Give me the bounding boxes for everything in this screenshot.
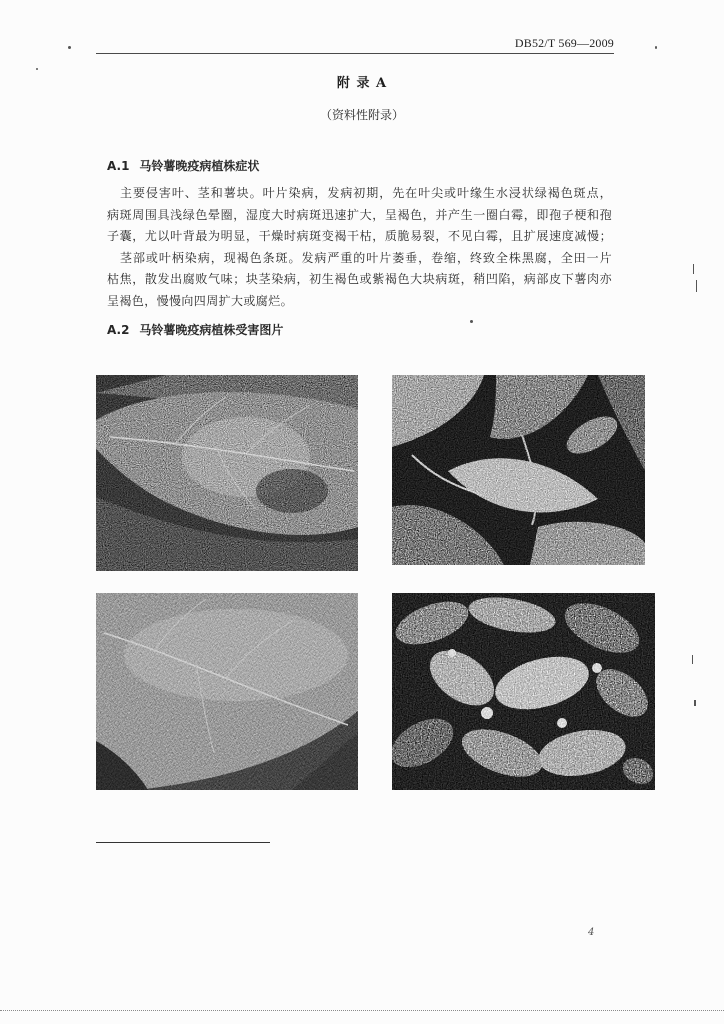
section-number: A.1: [107, 159, 130, 173]
text-line: 呈褐色，慢慢向四周扩大或腐烂。: [107, 293, 294, 308]
annex-subtitle: （资料性附录）: [319, 108, 404, 122]
scan-edge-line: [0, 1010, 724, 1011]
photo-grain: [96, 593, 358, 790]
scan-speck: [696, 280, 697, 292]
annex-title: 附 录 A: [336, 76, 388, 91]
symptom-description: [107, 183, 612, 312]
scan-speck: [68, 46, 71, 49]
section-title: 马铃薯晚疫病植株受害图片: [139, 323, 284, 337]
document-code: DB52/T 569—2009: [514, 36, 614, 50]
scan-speck: [655, 46, 657, 49]
text-line: 枯焦，散发出腐败气味；块茎染病，初生褐色或紫褐色大块病斑，稍凹陷，病部皮下薯肉亦: [107, 272, 612, 286]
scan-speck: [36, 68, 38, 70]
footnote-rule: [96, 842, 270, 843]
scan-speck: [693, 264, 694, 274]
scan-speck: [692, 655, 693, 664]
text-line: 病斑周围具浅绿色晕圈，湿度大时病斑迅速扩大，呈褐色，并产生一圈白霉，即孢子梗和孢: [107, 207, 612, 222]
photo-grain: [392, 375, 645, 565]
photo-infected-plant-2: [392, 375, 645, 565]
header-rule: [96, 53, 614, 54]
photo-infected-leaf-1: [96, 375, 358, 571]
section-title: 马铃薯晚疫病植株症状: [139, 159, 260, 173]
section-heading-a1: [107, 157, 259, 174]
photo-grain: [392, 593, 655, 790]
section-number: A.2: [107, 323, 130, 337]
photo-infected-foliage-4: [392, 593, 655, 790]
photo-infected-leaf-3: [96, 593, 358, 790]
scan-speck: [470, 320, 473, 323]
section-heading-a2: [107, 321, 283, 338]
text-line: 子囊，尤以叶背最为明显，干燥时病斑变褐干枯，质脆易裂，不见白霉，且扩展速度减慢；: [107, 229, 612, 243]
page-number: 4: [588, 927, 595, 938]
text-line: 主要侵害叶、茎和薯块。叶片染病，发病初期，先在叶尖或叶缘生水浸状绿褐色斑点，: [120, 186, 612, 200]
scan-speck: [694, 700, 696, 706]
photo-grain: [96, 375, 358, 571]
text-line: 茎部或叶柄染病，现褐色条斑。发病严重的叶片萎垂，卷缩，终致全株黑腐，全田一片: [120, 250, 612, 265]
